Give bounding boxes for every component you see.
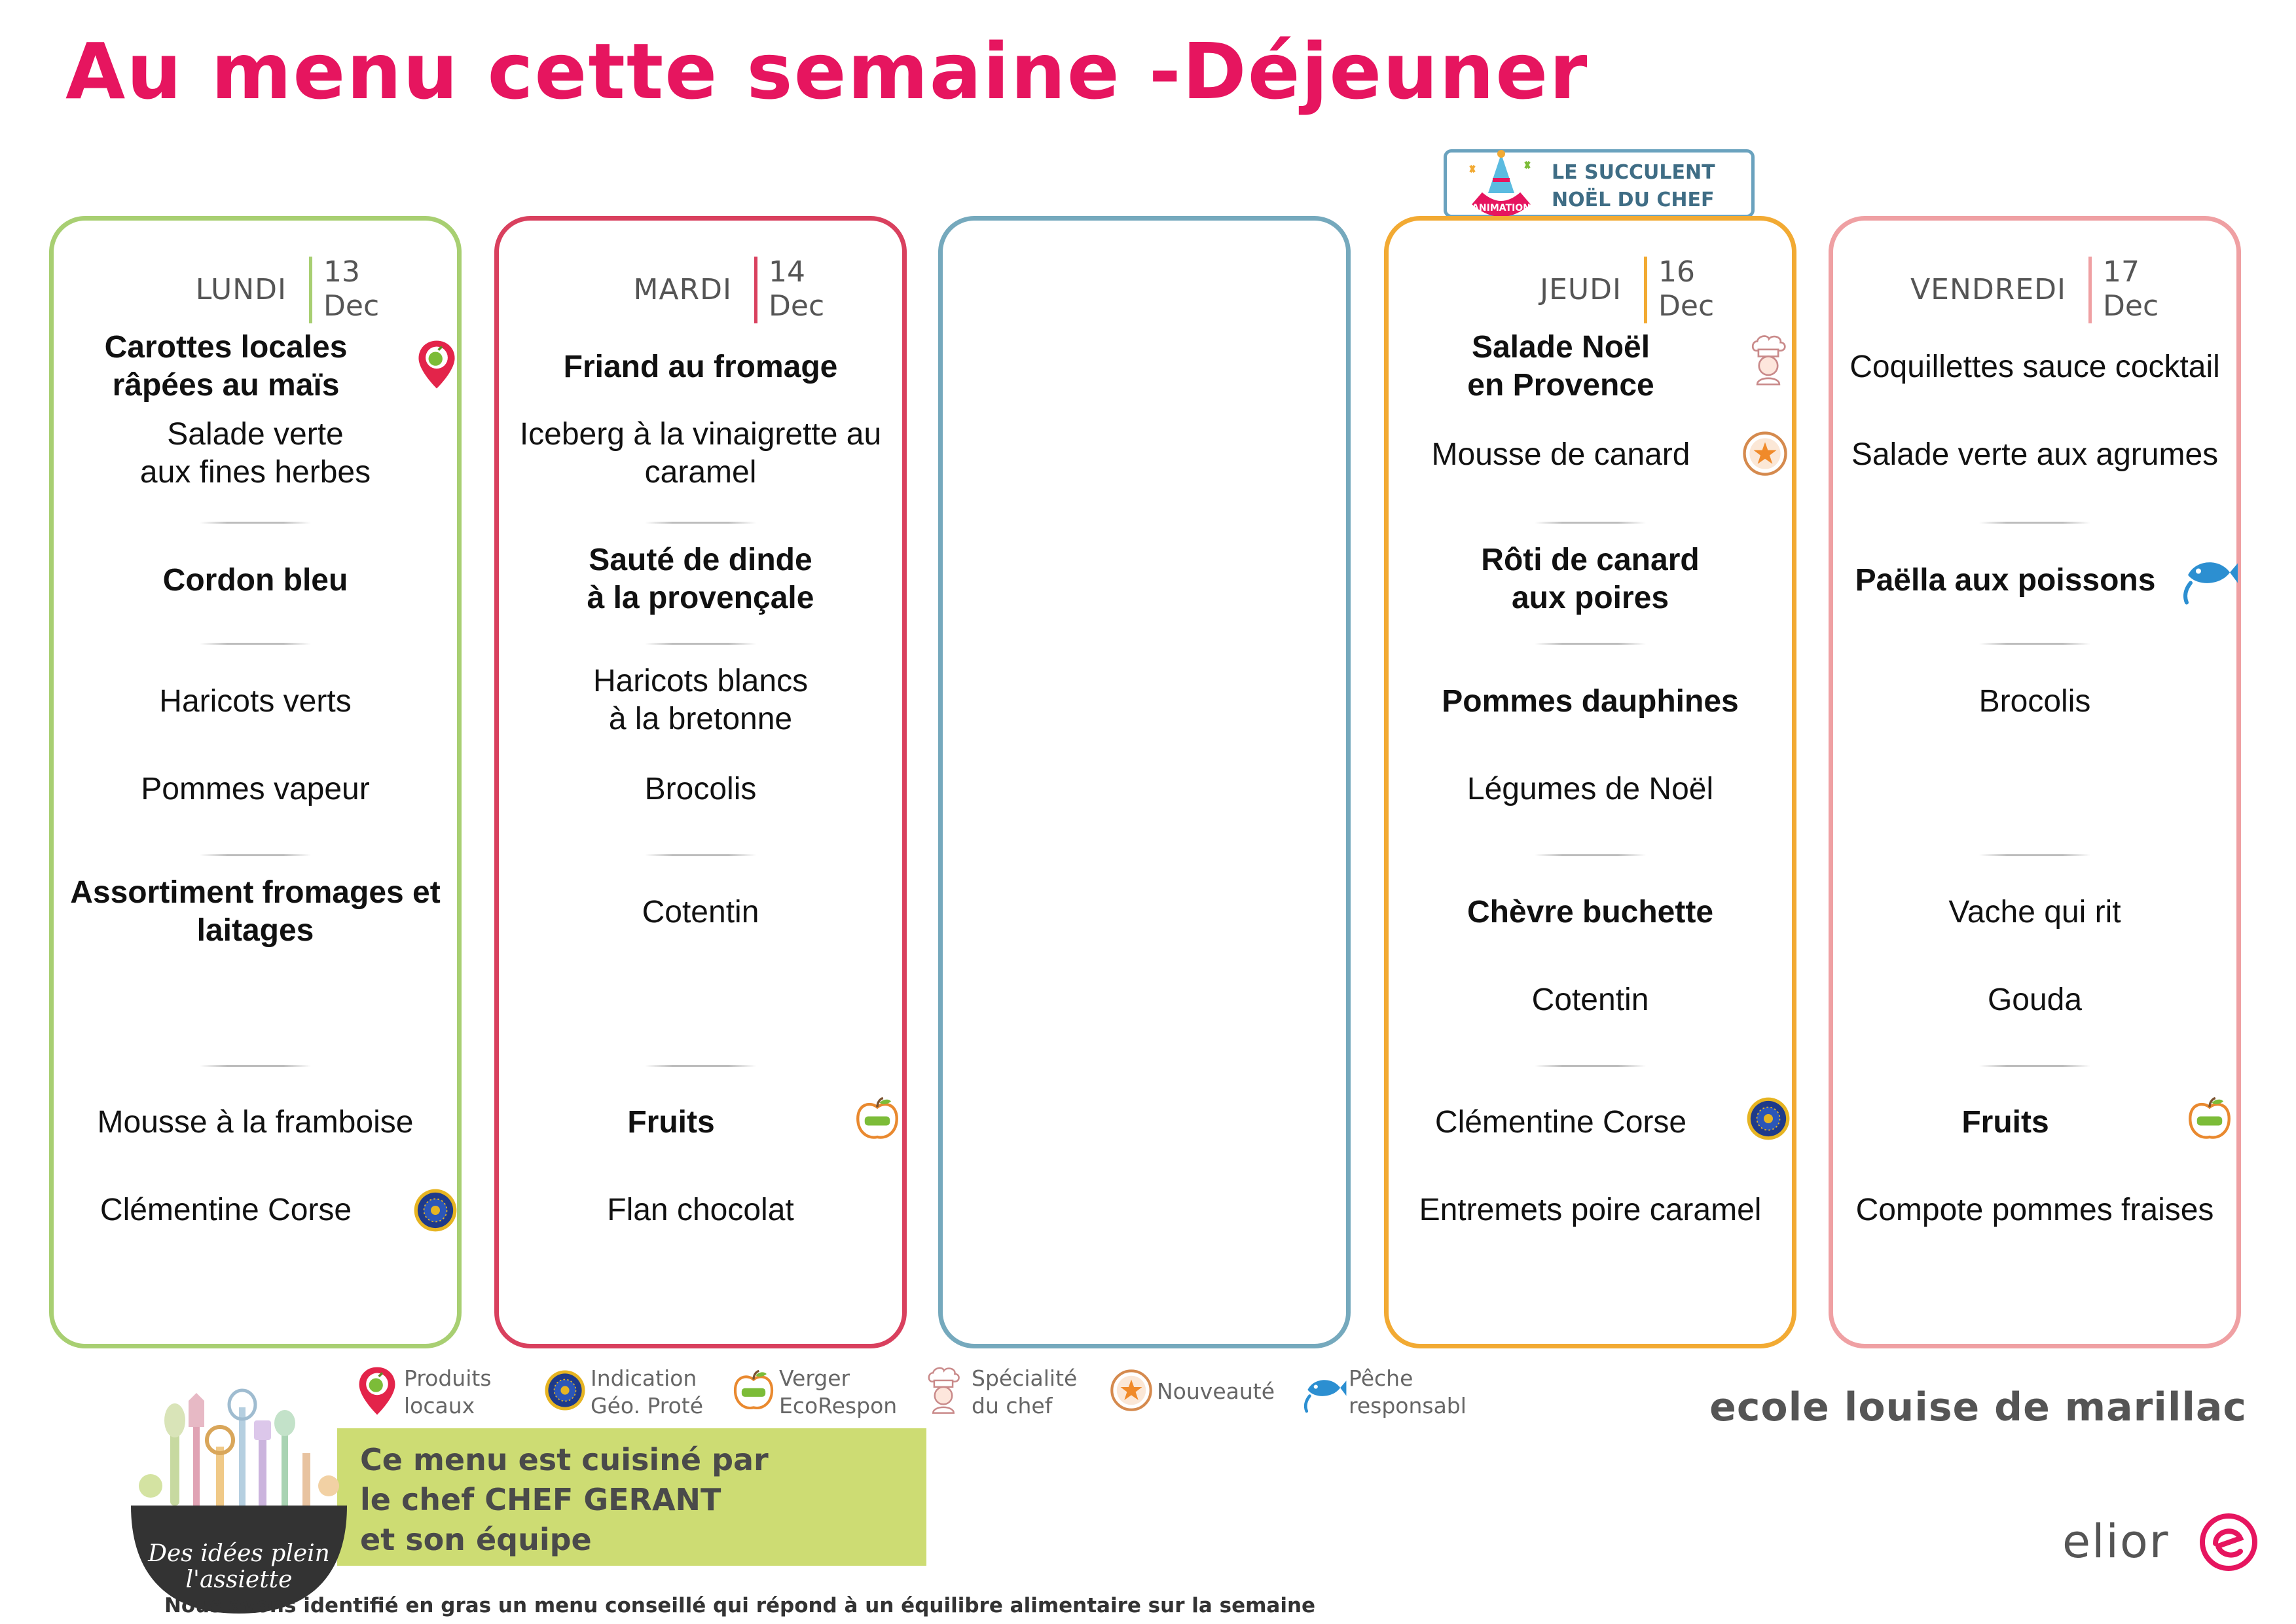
dish-main: Cordon bleu (162, 563, 348, 598)
day-header (499, 237, 902, 323)
dish-cheese-alt: Cotentin (1531, 983, 1649, 1017)
day-name: VENDREDI (1910, 273, 2066, 306)
kitchen-bowl-logo (124, 1388, 360, 1624)
dish-side: Haricots blancs à la bretonne (592, 664, 809, 736)
party-hat-icon (1452, 147, 1550, 223)
separator (200, 522, 311, 524)
dish-starter-alt: Mousse de canard (1431, 437, 1690, 472)
animation-ribbon-text: ANIMATION (1472, 203, 1531, 213)
separator (1979, 854, 2090, 856)
dish-dessert-alt: Clémentine Corse (100, 1193, 352, 1227)
dish-starter-alt: Salade verte aux agrumes (1851, 437, 2219, 472)
legend-item-new: Nouveauté (1110, 1365, 1300, 1417)
animation-badge (1444, 149, 1755, 218)
day-header (54, 237, 457, 323)
animation-badge-text: LE SUCCULENT NOËL DU CHEF (1552, 161, 1715, 211)
dish-starter: Friand au fromage (563, 350, 838, 384)
dish-dessert-alt: Entremets poire caramel (1419, 1193, 1762, 1227)
day-name: LUNDI (195, 273, 287, 306)
igp-seal-icon (543, 1369, 587, 1412)
elior-e-icon (2198, 1512, 2259, 1572)
footnote: Nous avons identifié en gras un menu conseillé qui répond à un équilibre alimentaire sur la semaine (164, 1594, 1316, 1617)
separator (1535, 1065, 1646, 1067)
dish-side-alt: Brocolis (644, 772, 757, 806)
igp-seal-icon (412, 1184, 458, 1236)
chef-text: Ce menu est cuisiné par le chef CHEF GERANT et son équipe (360, 1442, 769, 1557)
dish-starter-alt: Iceberg à la vinaigrette au caramel (519, 417, 882, 490)
separator (1535, 854, 1646, 856)
day-date: 14 Dec (769, 255, 825, 323)
dish-side: Pommes dauphines (1442, 684, 1739, 719)
legend-item-fish: Pêche responsabl (1302, 1365, 1498, 1417)
day-date: 16 Dec (1658, 255, 1715, 323)
dish-main: Paëlla aux poissons (1855, 563, 2156, 598)
header-divider (2088, 257, 2092, 323)
bowl-text-2: l'assiette (185, 1566, 293, 1593)
day-date: 13 Dec (323, 255, 380, 323)
dish-main: Sauté de dinde à la provençale (587, 543, 814, 615)
separator (645, 854, 756, 856)
dish-dessert-alt: Compote pommes fraises (1855, 1193, 2214, 1227)
day-name: MARDI (633, 273, 732, 306)
dish-cheese: Assortiment fromages et laitages (70, 875, 441, 948)
bowl-text-1: Des idées plein (148, 1540, 330, 1567)
dish-side-alt: Légumes de Noël (1467, 772, 1714, 806)
dish-starter-alt: Salade verte aux fines herbes (139, 417, 371, 490)
dish-cheese: Vache qui rit (1948, 895, 2121, 929)
separator (1535, 643, 1646, 645)
chef-icon (1745, 333, 1791, 386)
local-pin-icon (357, 1365, 397, 1417)
dish-side-alt: Pommes vapeur (141, 772, 370, 806)
day-date: 17 Dec (2103, 255, 2159, 323)
dish-cheese-alt: Gouda (1987, 983, 2083, 1017)
verger-apple-icon (2187, 1092, 2232, 1145)
igp-seal-icon (1745, 1092, 1791, 1145)
dish-side: Brocolis (1978, 684, 2091, 719)
dish-cheese: Chèvre buchette (1467, 895, 1714, 929)
verger-apple-icon (732, 1367, 775, 1413)
chef-icon (924, 1365, 962, 1415)
dish-dessert: Fruits (1961, 1105, 2049, 1140)
dish-cheese: Cotentin (642, 895, 759, 929)
local-pin-icon (414, 338, 460, 391)
star-new-icon (1742, 427, 1788, 480)
day-column-vendredi (1829, 216, 2241, 1348)
legend-item-verger: Verger EcoRespon (732, 1365, 915, 1417)
separator (200, 1065, 311, 1067)
separator (645, 522, 756, 524)
separator (1979, 1065, 2090, 1067)
dish-main: Rôti de canard aux poires (1481, 543, 1700, 615)
dish-dessert-alt: Flan chocolat (607, 1193, 794, 1227)
separator (200, 643, 311, 645)
day-column-mercredi-empty (938, 216, 1351, 1348)
header-divider (754, 257, 757, 323)
dish-side: Haricots verts (159, 684, 352, 719)
day-name: JEUDI (1540, 273, 1622, 306)
separator (1979, 522, 2090, 524)
page-title: Au menu cette semaine -Déjeuner (65, 26, 1589, 117)
day-column-lundi (49, 216, 462, 1348)
header-divider (309, 257, 312, 323)
day-header (1389, 237, 1792, 323)
separator (200, 854, 311, 856)
dish-dessert: Clémentine Corse (1434, 1105, 1687, 1140)
header-divider (1644, 257, 1647, 323)
dish-starter: Coquillettes sauce cocktail (1850, 350, 2220, 384)
dish-starter: Salade Noël en Provence (1467, 330, 1654, 403)
verger-apple-icon (854, 1092, 900, 1145)
elior-wordmark: elior (2062, 1515, 2170, 1568)
separator (1535, 522, 1646, 524)
fish-icon (1302, 1366, 1347, 1415)
day-column-mardi (494, 216, 907, 1348)
day-header (1833, 237, 2236, 323)
fish-icon (2180, 545, 2239, 607)
separator (1979, 643, 2090, 645)
legend-item-local: Produits locaux (357, 1365, 540, 1417)
separator (645, 1065, 756, 1067)
day-column-jeudi (1384, 216, 1796, 1348)
separator (645, 643, 756, 645)
dish-dessert: Fruits (627, 1105, 715, 1140)
star-new-icon (1110, 1369, 1153, 1412)
school-name: ecole louise de marillac (1709, 1384, 2247, 1430)
legend-item-chef: Spécialité du chef (924, 1365, 1108, 1417)
legend-item-igp: Indication Géo. Proté (543, 1365, 727, 1417)
dish-starter: Carottes locales râpées au maïs (104, 330, 348, 403)
dish-dessert: Mousse à la framboise (97, 1105, 414, 1140)
